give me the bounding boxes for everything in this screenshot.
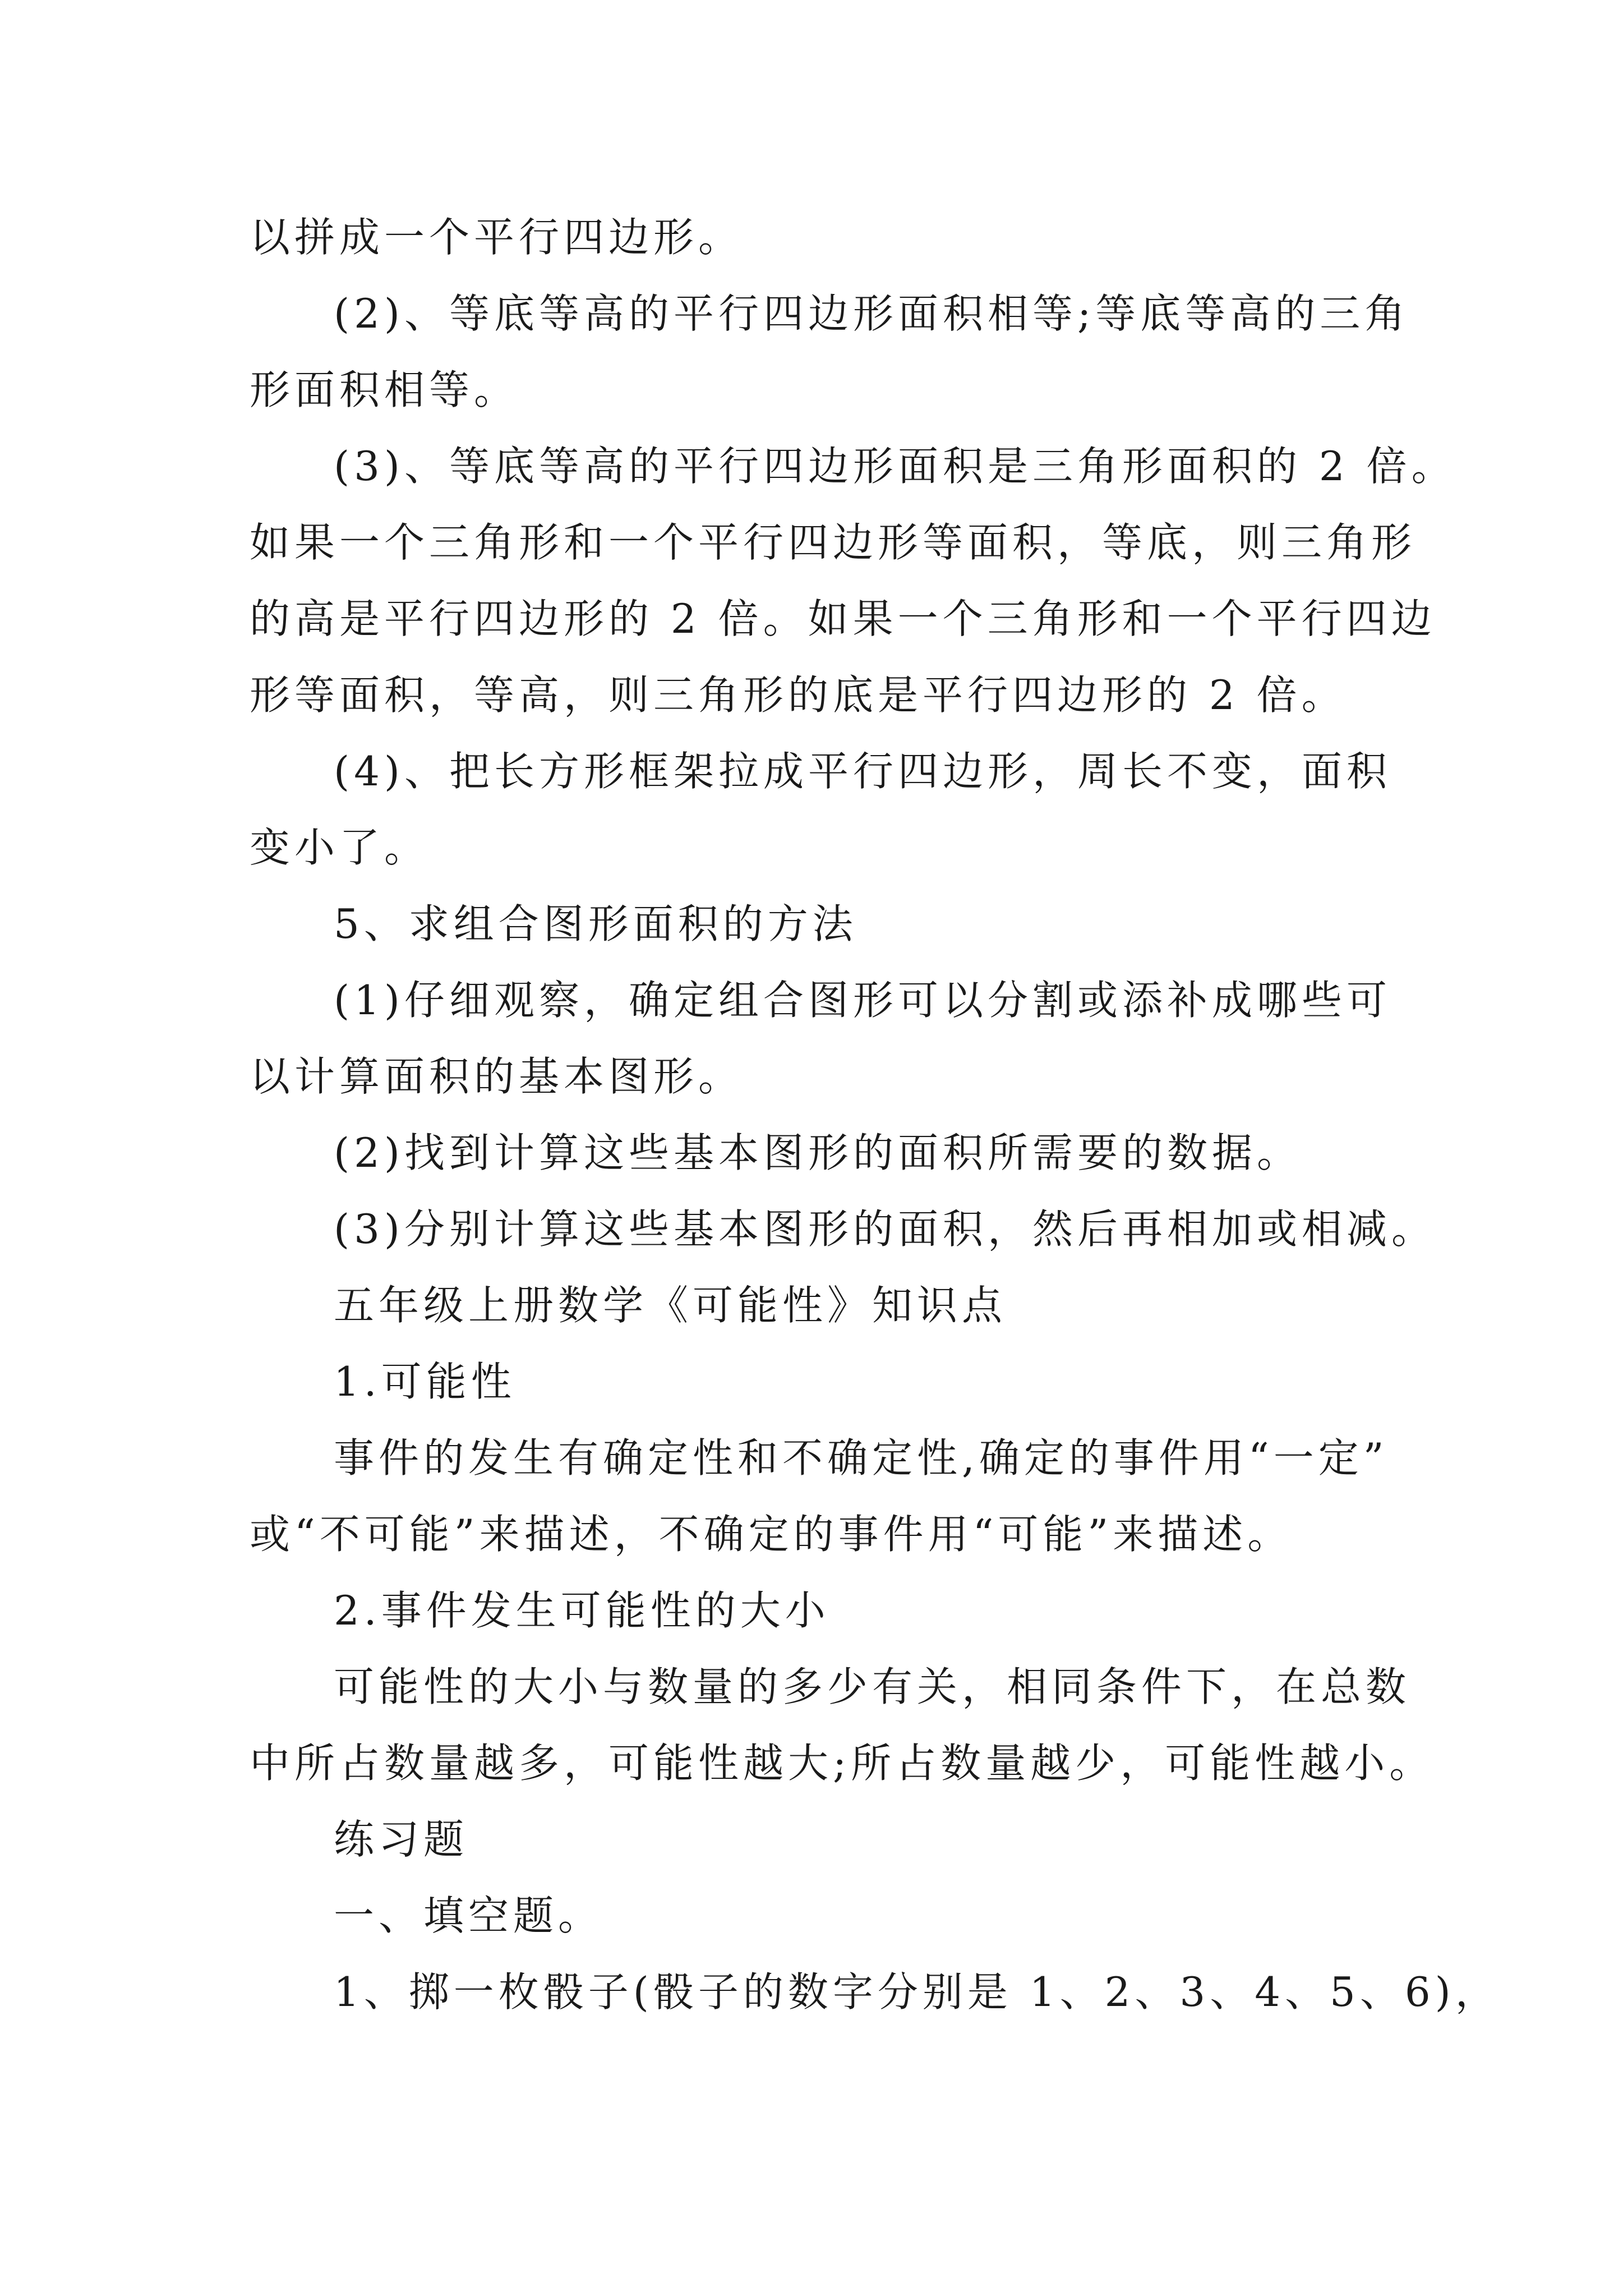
text-line: (3)分别计算这些基本图形的面积，然后再相加或相减。: [334, 1205, 1436, 1253]
text-line: 的高是平行四边形的 2 倍。如果一个三角形和一个平行四边: [250, 595, 1436, 642]
text-line: 或“不可能”来描述，不确定的事件用“可能”来描述。: [250, 1511, 1293, 1558]
section-heading: 练习题: [334, 1816, 469, 1863]
text-line: 以计算面积的基本图形。: [250, 1053, 744, 1100]
text-line: 1、掷一枚骰子(骰子的数字分别是 1、2、3、4、5、6)，: [334, 1968, 1500, 2016]
text-line: (1)仔细观察，确定组合图形可以分割或添补成哪些可: [334, 977, 1391, 1024]
text-line: 以拼成一个平行四边形。: [250, 214, 744, 261]
text-line: (3)、等底等高的平行四边形面积是三角形面积的 2 倍。: [334, 443, 1456, 490]
subsection-heading: 1.可能性: [334, 1358, 516, 1405]
text-line: (2)、等底等高的平行四边形面积相等;等底等高的三角: [334, 290, 1410, 337]
text-line: 事件的发生有确定性和不确定性,确定的事件用“一定”: [334, 1434, 1389, 1481]
subsection-heading: 一、填空题。: [334, 1892, 603, 1939]
text-line: 如果一个三角形和一个平行四边形等面积，等底，则三角形: [250, 519, 1417, 566]
text-line: 中所占数量越多，可能性越大;所占数量越少，可能性越小。: [250, 1740, 1435, 1787]
text-line: 形等面积，等高，则三角形的底是平行四边形的 2 倍。: [250, 671, 1347, 719]
section-heading: 5、求组合图形面积的方法: [334, 900, 857, 947]
text-line: 形面积相等。: [250, 366, 519, 413]
text-line: 可能性的大小与数量的多少有关，相同条件下，在总数: [334, 1663, 1411, 1710]
document-text-body: [250, 199, 1500, 2030]
subsection-heading: 2.事件发生可能性的大小: [334, 1587, 830, 1634]
section-heading: 五年级上册数学《可能性》知识点: [334, 1282, 1007, 1329]
text-line: (4)、把长方形框架拉成平行四边形，周长不变，面积: [334, 748, 1391, 795]
text-line: 变小了。: [250, 824, 430, 871]
text-line: (2)找到计算这些基本图形的面积所需要的数据。: [334, 1129, 1302, 1176]
